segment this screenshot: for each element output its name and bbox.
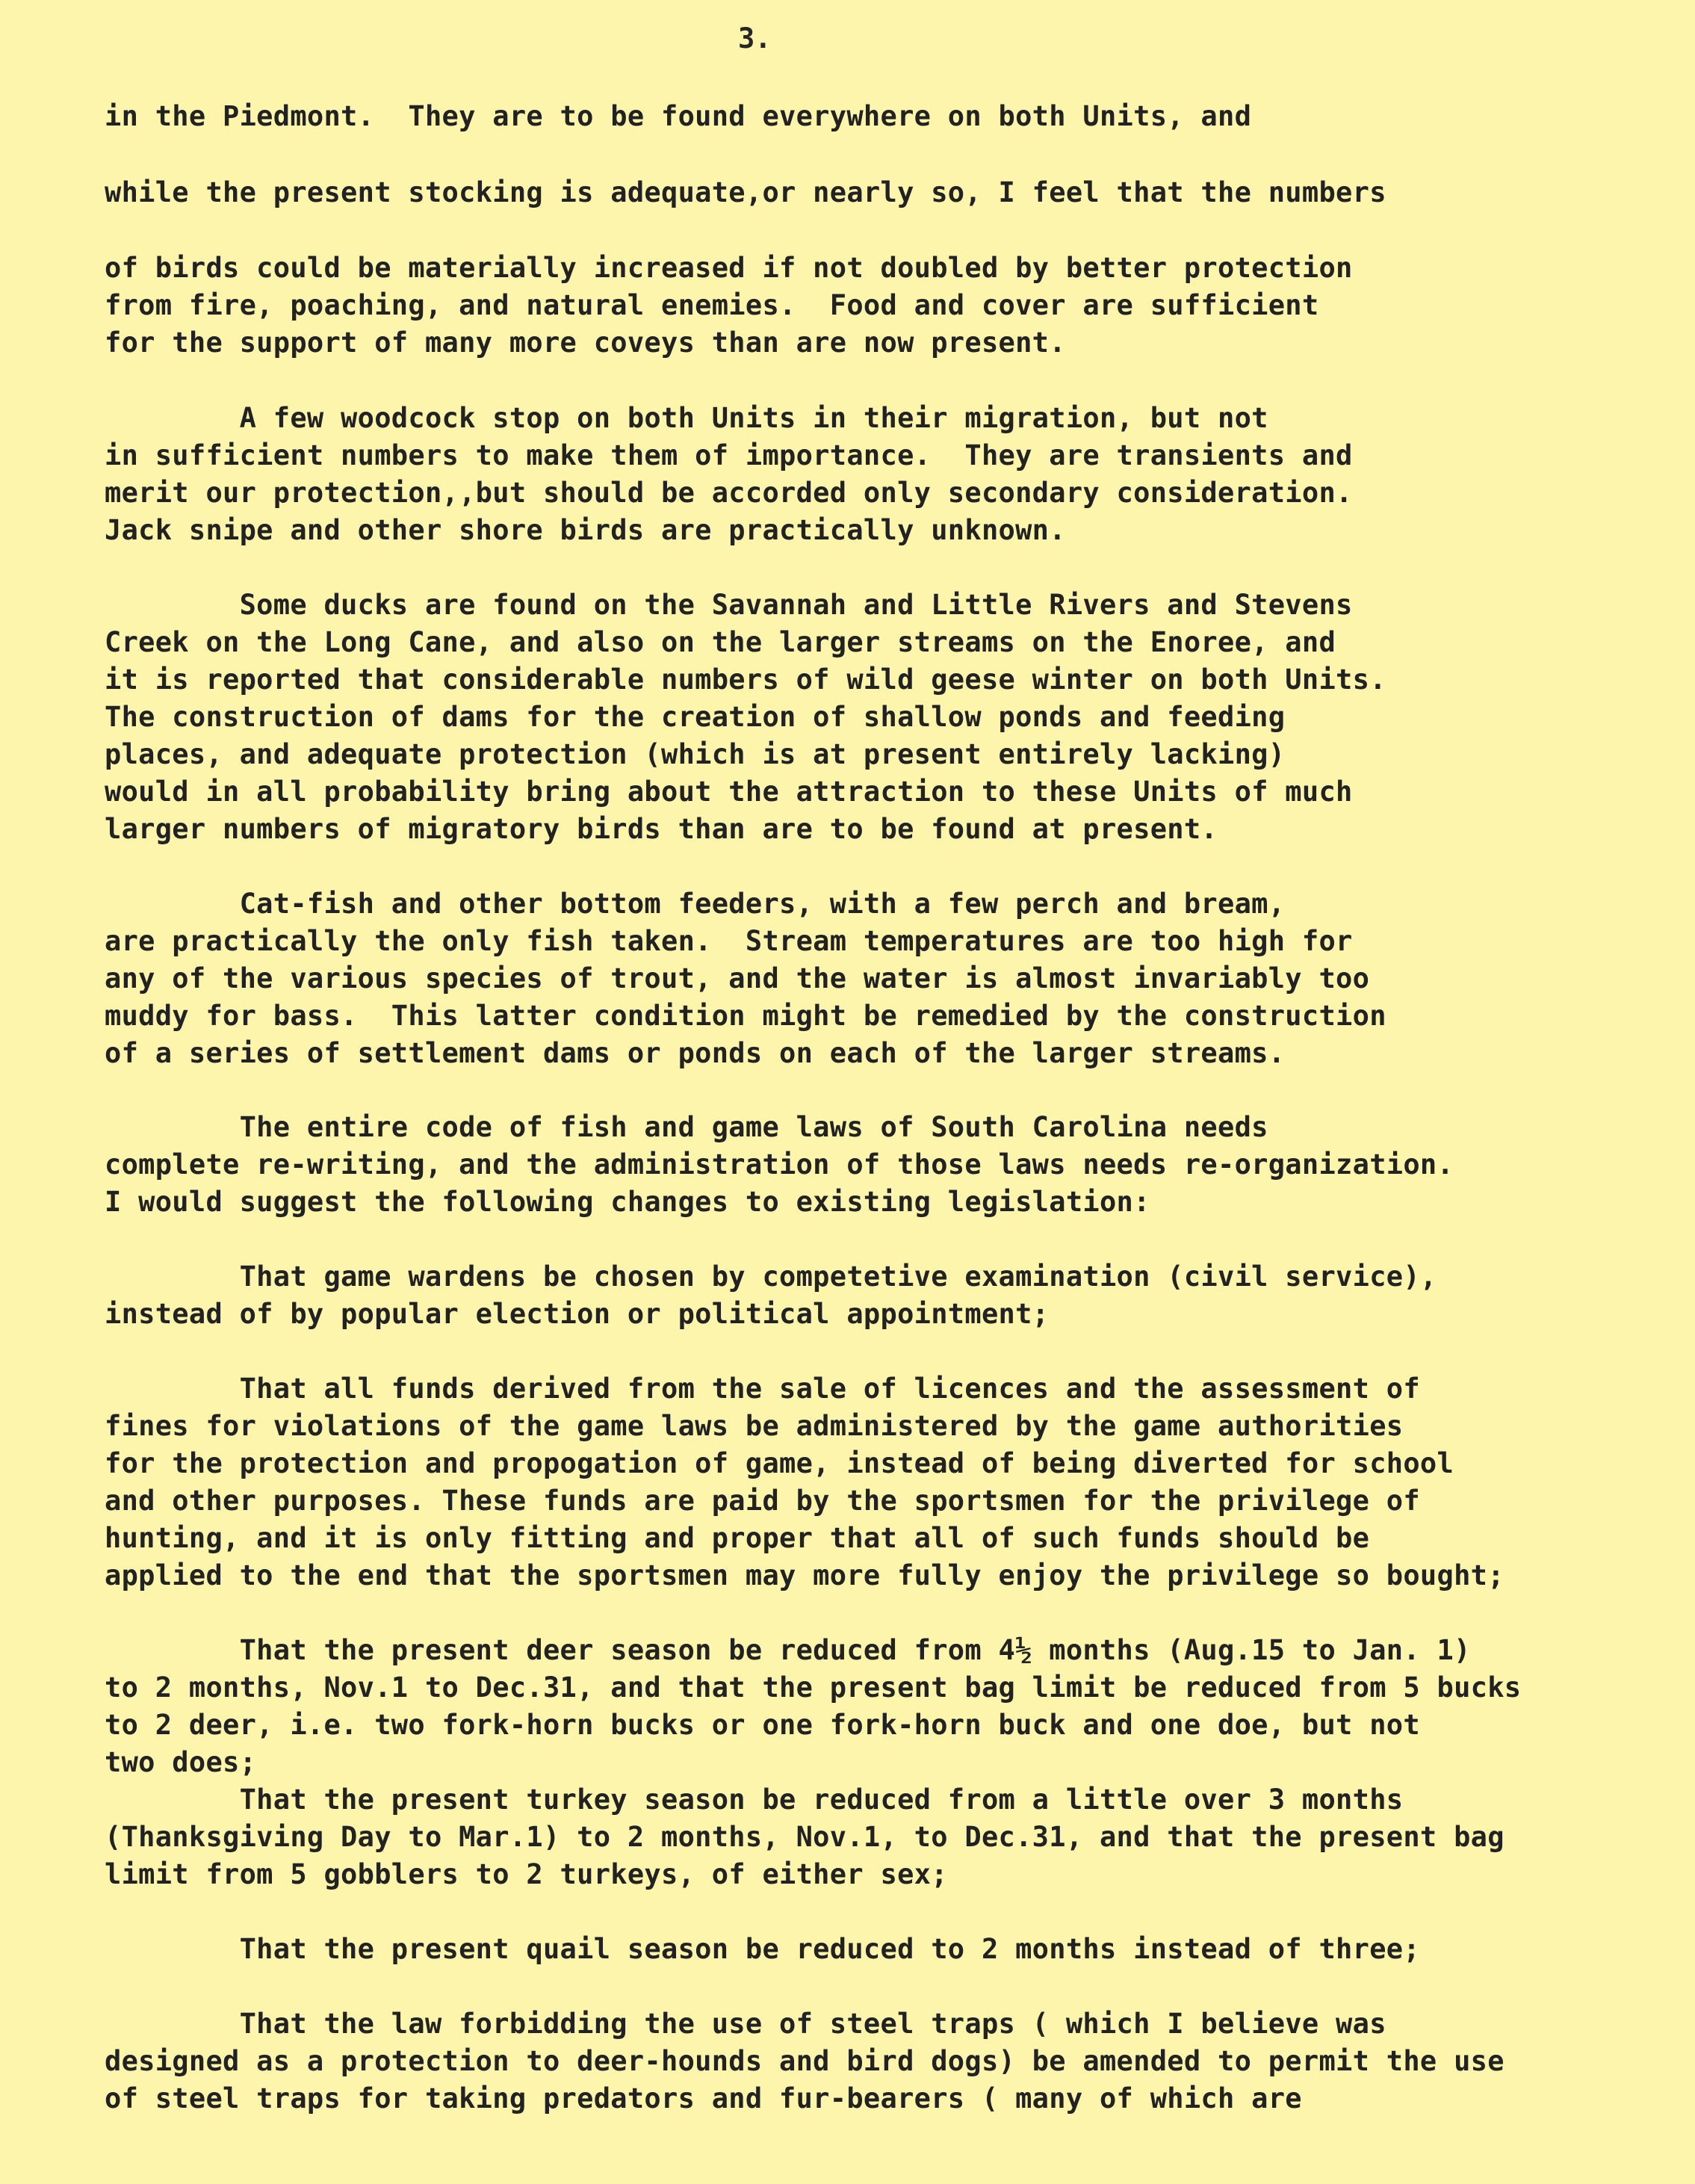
text-line: in the Piedmont. They are to be found everywhere on both Units, and bbox=[105, 100, 1252, 132]
text-line: and other purposes. These funds are paid by the sportsmen for the privilege of bbox=[105, 1485, 1420, 1517]
text-line: for the protection and propogation of game, instead of being diverted for school bbox=[105, 1447, 1454, 1479]
text-line: places, and adequate protection (which is at present entirely lacking) bbox=[105, 738, 1286, 770]
text-line: larger numbers of migratory birds than are to be found at present. bbox=[105, 813, 1218, 845]
text-line: two does; bbox=[105, 1746, 257, 1778]
text-line: That game wardens be chosen by competetive examination (civil service), bbox=[105, 1260, 1437, 1293]
text-line: hunting, and it is only fitting and proper that all of such funds should be bbox=[105, 1522, 1370, 1554]
text-line: any of the various species of trout, and the water is almost invariably too bbox=[105, 962, 1370, 994]
text-line: instead of by popular election or political appointment; bbox=[105, 1298, 1050, 1330]
text-line: The entire code of fish and game laws of South Carolina needs bbox=[105, 1111, 1268, 1143]
text-line: limit from 5 gobblers to 2 turkeys, of either sex; bbox=[105, 1858, 948, 1890]
text-line: That the present turkey season be reduced from a little over 3 months bbox=[105, 1784, 1404, 1816]
text-line: muddy for bass. This latter condition might be remedied by the construction bbox=[105, 1000, 1386, 1032]
text-line: of steel traps for taking predators and fur-bearers ( many of which are bbox=[105, 2082, 1302, 2115]
text-line: to 2 months, Nov.1 to Dec.31, and that the present bag limit be reduced from 5 bucks bbox=[105, 1671, 1522, 1704]
text-line: Creek on the Long Cane, and also on the larger streams on the Enoree, and bbox=[105, 626, 1336, 658]
text-line: Jack snipe and other shore birds are practically unknown. bbox=[105, 514, 1066, 546]
text-line: Cat-fish and other bottom feeders, with a few perch and bream, bbox=[105, 888, 1286, 920]
text-line: of a series of settlement dams or ponds on each of the larger streams. bbox=[105, 1037, 1286, 1069]
text-line: Some ducks are found on the Savannah and Little Rivers and Stevens bbox=[105, 589, 1353, 621]
text-line: for the support of many more coveys than are now present. bbox=[105, 327, 1066, 359]
text-line: I would suggest the following changes to existing legislation: bbox=[105, 1186, 1150, 1218]
text-line: The construction of dams for the creation of shallow ponds and feeding bbox=[105, 701, 1286, 733]
text-line: from fire, poaching, and natural enemies. Food and cover are sufficient bbox=[105, 289, 1319, 321]
text-line: That the present deer season be reduced from 4½ months (Aug.15 to Jan. 1) bbox=[105, 1634, 1471, 1666]
text-line: would in all probability bring about the attraction to these Units of much bbox=[105, 776, 1353, 808]
text-line: fines for violations of the game laws be administered by the game authorities bbox=[105, 1410, 1404, 1442]
text-line: it is reported that considerable numbers of wild geese winter on both Units. bbox=[105, 663, 1386, 696]
page-number: 3. bbox=[738, 22, 772, 55]
text-line: That the present quail season be reduced to 2 months instead of three; bbox=[105, 1933, 1420, 1965]
text-line: designed as a protection to deer-hounds and bird dogs) be amended to permit the use bbox=[105, 2045, 1505, 2077]
text-line: in sufficient numbers to make them of importance. They are transients and bbox=[105, 439, 1353, 471]
text-line: That the law forbidding the use of steel traps ( which I believe was bbox=[105, 2008, 1386, 2040]
text-line: merit our protection,,but should be accorded only secondary consideration. bbox=[105, 477, 1353, 509]
text-line: are practically the only fish taken. Stream temperatures are too high for bbox=[105, 925, 1353, 957]
text-line: A few woodcock stop on both Units in their migration, but not bbox=[105, 402, 1268, 434]
text-line: complete re-writing, and the administration of those laws needs re-organization. bbox=[105, 1148, 1454, 1181]
text-line: while the present stocking is adequate,or nearly so, I feel that the numbers bbox=[105, 176, 1386, 208]
text-line: of birds could be materially increased if not doubled by better protection bbox=[105, 252, 1353, 284]
text-line: applied to the end that the sportsmen may more fully enjoy the privilege so bought; bbox=[105, 1559, 1505, 1591]
text-line: to 2 deer, i.e. two fork-horn bucks or one fork-horn buck and one doe, but not bbox=[105, 1709, 1420, 1741]
text-line: (Thanksgiving Day to Mar.1) to 2 months, Nov.1, to Dec.31, and that the present bag bbox=[105, 1821, 1505, 1853]
text-line: That all funds derived from the sale of licences and the assessment of bbox=[105, 1373, 1420, 1405]
